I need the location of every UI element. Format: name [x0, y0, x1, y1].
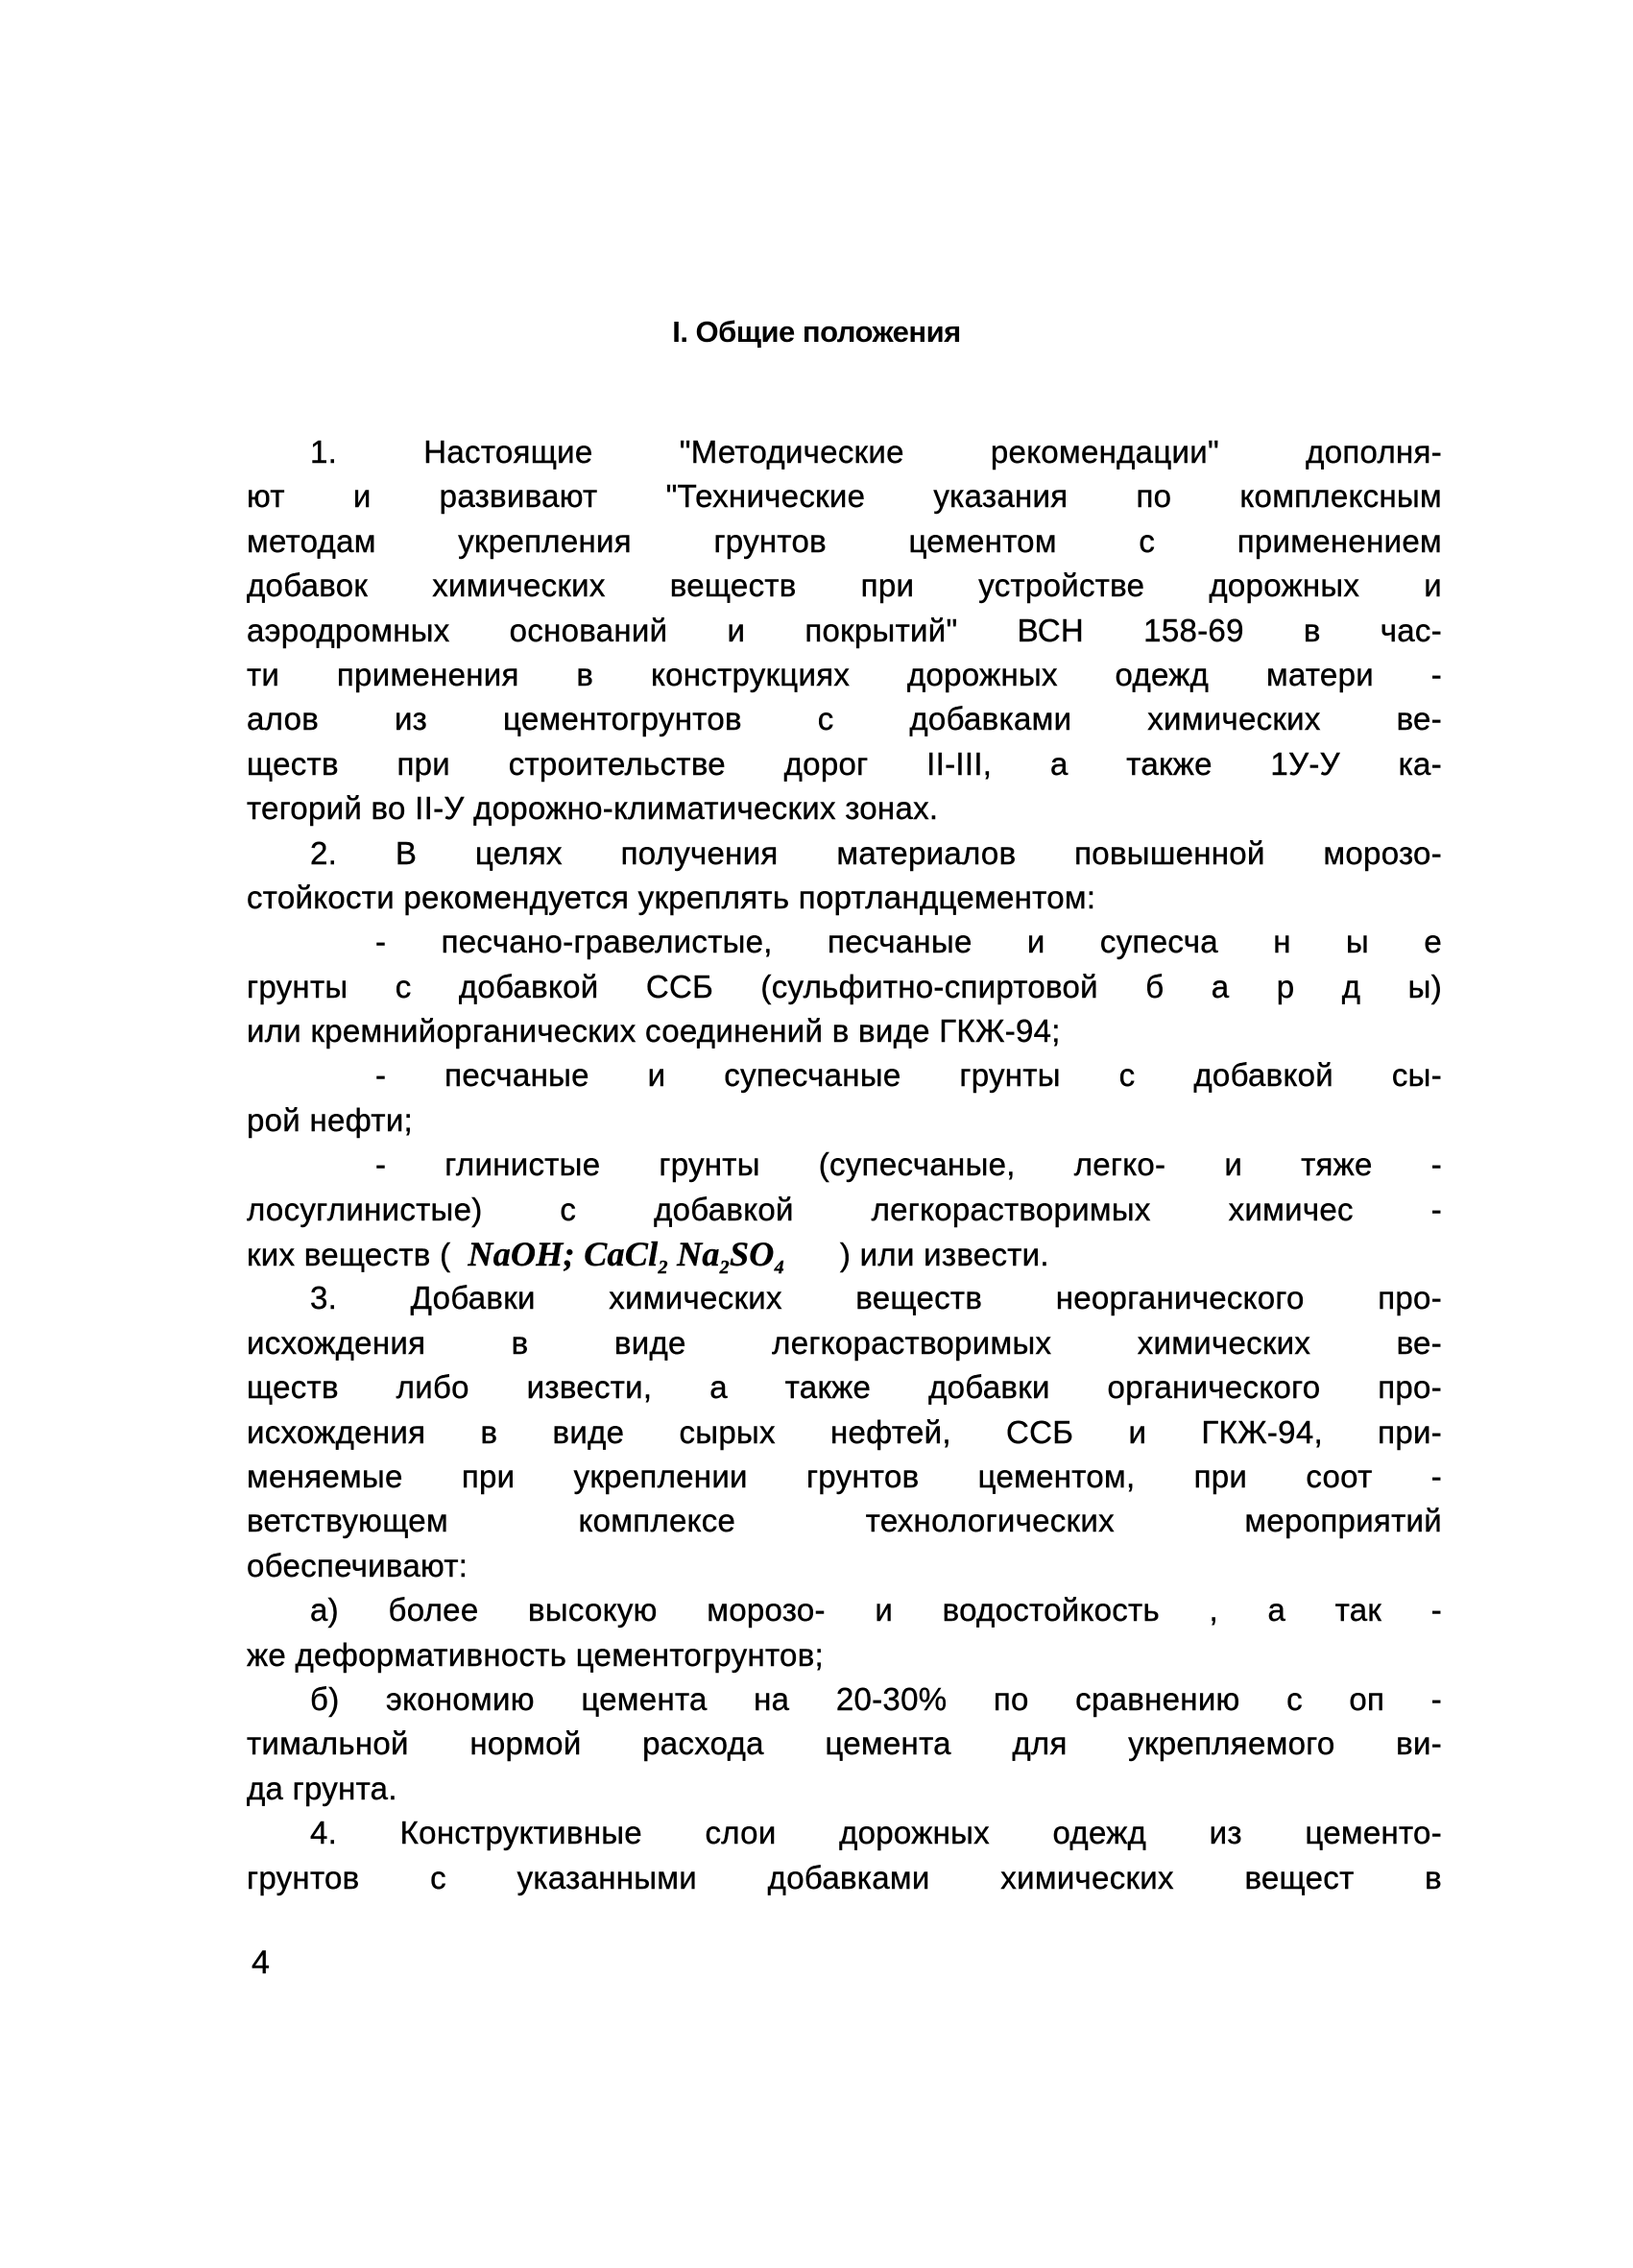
text-line: - глинистые грунты (супесчаные, легко- и тяже -	[375, 1146, 1442, 1183]
text-line: ществ при строительстве дорог II-III, а также 1У-У ка-	[247, 745, 1442, 782]
text-line: исхождения в виде сырых нефтей, ССБ и ГКЖ-94, при-	[247, 1413, 1442, 1450]
text-line: стойкости рекомендуется укреплять портландцементом:	[247, 879, 1096, 915]
text-line: 3. Добавки химических веществ неорганического про-	[310, 1280, 1442, 1316]
text-line: аэродромных оснований и покрытий" ВСН 158-69 в час-	[247, 612, 1442, 648]
section-title: I. Общие положения	[672, 315, 961, 349]
text-line: лосуглинистые) с добавкой легкорастворимых химичес -	[247, 1191, 1442, 1227]
text-line: исхождения в виде легкорастворимых химических ве-	[247, 1324, 1442, 1361]
formula-sub: 2	[658, 1257, 668, 1279]
text-line: тимальной нормой расхода цемента для укрепляемого ви-	[247, 1725, 1442, 1762]
formula-cacl: CaCl	[584, 1235, 659, 1274]
formula-so: SO	[729, 1235, 775, 1274]
formula-sub: 2	[719, 1257, 730, 1279]
text-line: алов из цементогрунтов с добавками химических ве-	[247, 701, 1442, 737]
text-line: методам укрепления грунтов цементом с применением	[247, 522, 1442, 559]
text-line: 1. Настоящие "Методические рекомендации" дополня-	[310, 434, 1442, 470]
text-line: тегорий во II-У дорожно-климатических зонах.	[247, 790, 939, 827]
text-line: ществ либо извести, а также добавки органического про-	[247, 1369, 1442, 1406]
body-text	[247, 430, 1442, 1900]
formula-na: Na	[677, 1235, 720, 1274]
text-line: - песчано-гравелистые, песчаные и супесча н ы е	[375, 924, 1442, 960]
text-line: ти применения в конструкциях дорожных одежд матери -	[247, 656, 1442, 692]
text-line: обеспечивают:	[247, 1547, 468, 1583]
text-line: да грунта.	[247, 1770, 397, 1806]
text-line: рой нефти;	[247, 1101, 414, 1138]
text-line: 2. В целях получения материалов повышенной морозо-	[310, 834, 1442, 871]
formula-line-after: ) или извести.	[839, 1237, 1049, 1273]
page-number: 4	[252, 1944, 270, 1981]
formula-naoh: NaOH;	[468, 1235, 575, 1274]
text-line: б) экономию цемента на 20-30% по сравнению с оп -	[310, 1680, 1442, 1717]
text-line: меняемые при укреплении грунтов цементом, при соот -	[247, 1458, 1442, 1494]
text-line	[247, 1232, 1442, 1279]
text-line: грунты с добавкой ССБ (сульфитно-спиртовой б а р д ы)	[247, 968, 1442, 1004]
formula-sub: 4	[774, 1257, 784, 1279]
text-line: грунтов с указанными добавками химических вещест в	[247, 1859, 1442, 1895]
text-line: ют и развивают "Технические указания по комплексным	[247, 478, 1442, 515]
text-line: а) более высокую морозо- и водостойкость , а так -	[310, 1592, 1442, 1629]
text-line: ветствующем комплексе технологических мероприятий	[247, 1503, 1442, 1539]
formula-line-before: ких веществ (	[247, 1237, 451, 1273]
text-line: добавок химических веществ при устройстве дорожных и	[247, 567, 1442, 604]
text-line: или кремнийорганических соединений в виде ГКЖ-94;	[247, 1013, 1061, 1050]
handwritten-formula	[468, 1235, 784, 1279]
text-line: же деформативность цементогрунтов;	[247, 1636, 824, 1673]
text-line: 4. Конструктивные слои дорожных одежд из цементо-	[310, 1815, 1442, 1851]
text-line: - песчаные и супесчаные грунты с добавкой сы-	[375, 1057, 1442, 1094]
